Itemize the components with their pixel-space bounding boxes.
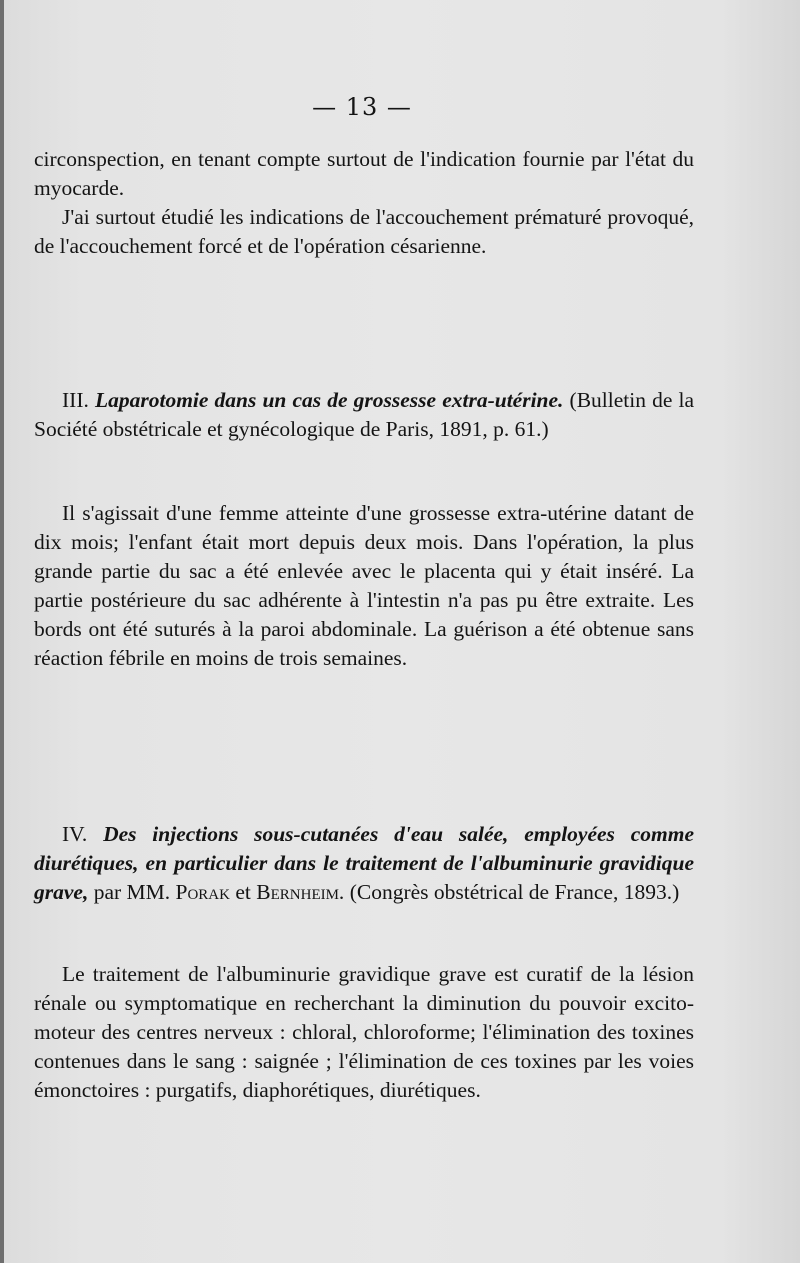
section-iii-body: Il s'agissait d'une femme atteinte d'une grossesse extra-utérine datant de dix mois; l'enfant était mort depuis deux mois. Dans l'opération, la plus grande partie du sac a été enlevée avec le placenta qui y était inséré. La partie postérieure du sac adhérente à l'intestin n'a pas pu être extraite. Les bords ont été suturés à la paroi abdominale. La guérison a été obtenue sans réaction fébrile en moins de trois semaines. xyxy=(34,501,694,670)
section-iv-body-block xyxy=(34,960,694,1105)
section-iv-heading xyxy=(34,820,694,907)
section-iii-body-block xyxy=(34,499,694,673)
section-iii-reference: (Bulletin de la Société obstétricale et gynécologique de Paris, 1891, p. 61.) xyxy=(34,388,694,441)
document-page xyxy=(4,0,800,1263)
page-number: — 13 — xyxy=(312,93,412,121)
section-iv-body: Le traitement de l'albuminurie gravidique grave est curatif de la lésion rénale ou symptomatique en recherchant la diminution du pouvoir excito-moteur des centres nerveux : chloral, chloroforme; l'élimination des toxines contenues dans le sang : saignée ; l'élimination de ces toxines par les voies émonctoires : purgatifs, diaphorétiques, diurétiques. xyxy=(34,962,694,1102)
intro-block xyxy=(34,145,694,261)
section-iv-numeral: IV. xyxy=(62,822,88,846)
section-iv-by: par MM. xyxy=(93,880,171,904)
section-iv-heading-line xyxy=(34,820,694,907)
section-iv-author-2: Bernheim. xyxy=(256,880,345,904)
section-iii-heading xyxy=(34,386,694,444)
section-iv-title: Des injections sous-cutanées d'eau salée, employées comme diurétiques, en particulier dans le traitement de l'albuminurie gravidique grave, xyxy=(34,822,694,904)
section-iii-numeral: III. xyxy=(62,388,89,412)
section-iv-author-1: Porak xyxy=(175,880,230,904)
intro-paragraph: J'ai surtout étudié les indications de l'accouchement prématuré provoqué, de l'accouchement forcé et de l'opération césarienne. xyxy=(34,205,694,258)
section-iv-conjunction: et xyxy=(235,880,251,904)
section-iii-title: Laparotomie dans un cas de grossesse extra-utérine. xyxy=(94,388,564,412)
section-iv-reference: (Congrès obstétrical de France, 1893.) xyxy=(349,880,680,904)
continuation-paragraph: circonspection, en tenant compte surtout de l'indication fournie par l'état du myocarde. xyxy=(34,147,694,200)
section-iii-heading-line xyxy=(34,386,694,444)
